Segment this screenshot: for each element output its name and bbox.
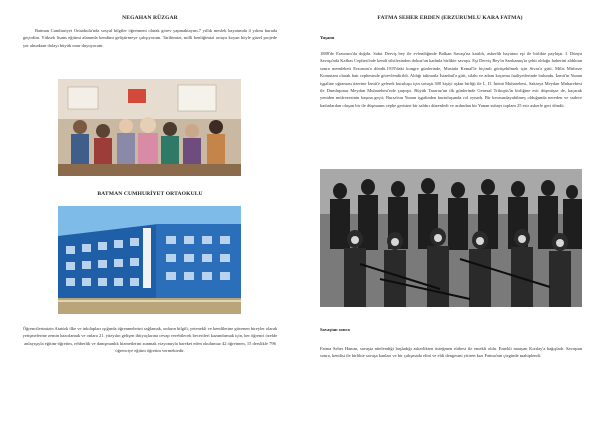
after-war-heading: Savaştan sonra: [320, 327, 350, 332]
school-paragraph: Öğrencilerimizin Atatürk ilke ve inkılapları ışığında öğrenmelerini sağlamak, onların bilgili, yetenekli ve kendilerine güvenen bireyler olarak yetişmelerine zemin hazırlamak ve onlara 21. yüzyılın gelişen ihtiyaçlarına cevap verebilecek becerileri kazandırmak için, her öğrenci özelde anlayışıyla eğitim-öğretim, rehberlik ve danışmanlık hizmetlerini sunmak vizyonuyla hareket eden okulumuz 42 öğretmen, 15 derslikle 796 öğrenciye eğitim öğretim vermektedir.: [22, 326, 278, 354]
life-heading: Yaşamı: [320, 35, 335, 40]
school-caption: BATMAN CUMHURİYET ORTAOKULU: [97, 191, 203, 197]
right-page: [300, 0, 600, 424]
after-war-paragraph: Fatma Seher Hanım, savaşta nitelendiği başladığı askerlikten üsteğmen rütbesi ile emekli oldu. Emekli maaşını Kızılay'a bağışladı. Savaştan sonra, kendisi ile birlikte savaşa kanları ve bir çalışmada elini ve eldi dengesini yitiren kızı Fatma'nın çizginde mahiplendi.: [320, 346, 582, 359]
classroom-photo: [58, 79, 241, 176]
school-building-photo: [58, 206, 241, 314]
right-page-title: FATMA SEHER ERDEN (ERZURUMLU KARA FATMA): [377, 15, 523, 21]
historical-group-photo: [320, 169, 582, 307]
life-paragraph: 1888'de Erzurum'da doğdu. Sabıt Derviş bey ile evlendiğinde Balkan Savaşı'na katıldı, askerlik hayatını eşi ile birlikte paylaştı. I. Dünya Savaşı'nda Kafkas Cephesi'nde kendi silsilesinden dokuz'un kadınla birlikte savaştı. Eşi Derviş Bey'in Sarıkamış'ta şehit olduğu haberini aldıktan sonra memleketi Erzurum'a döndü.1919'daki kongre günlerinde, Mustafa Kemal'le biçimli görüşebilmek için Sivas'a gitti. Milis Müfreze Komutanı olarak batı cephesinde görevlendirildi. Aldığı talimatla İstanbul'a gitti, silahı ve adam kaçırma faaliyetlerinde bulundu. İzmit'in Yunan işgaline uğraması üzerine İzmit'e gelerek kuruluşu için savaştı.300 kişiyi aşkın birliği ile I., II. İnönü Muharebesi, Sakarya Meydan Muharebesi ile Dumlupınar Meydan Muharebesi'nde çarpıştı. Büyük Taarruz'un ilk günlerinde General Trikopis'in birliğine esir düşmüşse de, kaçarak yeniden müfrezesinin başına geçti; Bursa'nın Yunan işgalinden kurtuluşunda rol oynadı. Bir kerasındayabilmeş olduğunda nereden ve sadece kadınlardan oluşan bir ile düşmanın cephe gerisine bir saldırı düzenledi ve ardından bir Yunan subayı toplam 25 esir askerle geri döndü.: [320, 51, 582, 108]
teacher-intro-paragraph: Batman Cumhuriyet Ortaokulu'nda sosyal bilgiler öğretmeni olarak görev yapmaktayım.7 yıllık meslek hayatımda 4 yılımı burada geçirdim. Yüksek lisans eğitimi alanında kendimi geliştirmeye çalışıyorum. Tarihimizi, milli benliğimizi ortaya koyan böyle güzel projede yer almaktan dolayı büyük onur duyuyorum.: [23, 28, 277, 48]
left-page-title: NEGAHAN RÜZGAR: [122, 15, 178, 21]
